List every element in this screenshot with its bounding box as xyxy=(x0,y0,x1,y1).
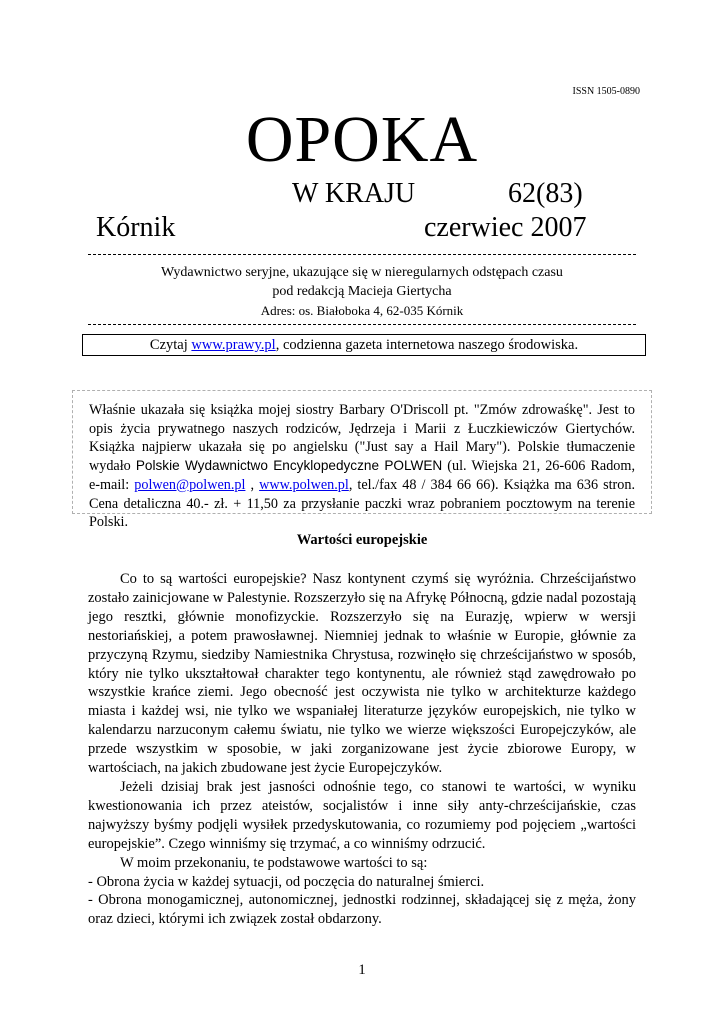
read-prawy-box xyxy=(82,334,646,356)
page-number: 1 xyxy=(358,962,366,978)
article-body xyxy=(88,570,636,929)
article-paragraph-3: W moim przekonaniu, te podstawowe wartości to są: xyxy=(120,854,428,871)
issue-number: 62(83) xyxy=(508,178,583,209)
issn-number: ISSN 1505-0890 xyxy=(572,86,640,97)
publication-city: Kórnik xyxy=(96,212,176,243)
notice-text-3: , xyxy=(245,476,260,493)
masthead-subtitle: W KRAJU xyxy=(292,178,416,209)
imprint-line-1: Wydawnictwo seryjne, ukazujące się w nieregularnych odstępach czasu xyxy=(161,265,563,280)
divider-top xyxy=(88,254,636,255)
imprint-address: Adres: os. Białoboka 4, 62-035 Kórnik xyxy=(260,303,464,318)
readbox-prefix: Czytaj xyxy=(149,337,192,353)
book-announcement xyxy=(72,390,652,531)
polwen-website-link[interactable]: www.polwen.pl xyxy=(259,476,349,493)
publication-date: czerwiec 2007 xyxy=(424,212,587,243)
divider-bottom xyxy=(88,324,636,325)
notice-text-1: Właśnie ukazała się książka mojej siostry Barbary O'Driscoll pt. "Zmów zdrowaśkę". Jest to opis życia prywatnego naszych rodziców, Jędrzeja i Marii z Łuczkiewiczów Giertychów. Książka najpierw ukazała się po angielsku ("Just say a Hail Mary"). Polskie tłumaczenie wydało xyxy=(89,402,635,475)
publisher-name: Polskie Wydawnictwo Encyklopedyczne POLWEN xyxy=(135,458,443,474)
notice-text-2: (ul. Wiejska 21, 26-606 Radom, e-mail: xyxy=(89,458,635,493)
article-paragraph-1: Co to są wartości europejskie? Nasz kontynent czymś się wyróżnia. Chrześcijaństwo zostało zainicjowane w Palestynie. Rozszerzyło się na Afrykę Północną, gdzie nadal pozostają jego resztki, głównie monofizyckie. Rozszerzyło się na Eurazję, wpierw w wersji nestoriańskiej, a potem prawosławnej. Niemniej jednak to właśnie w Europie, głównie za przyczyną Rzymu, siedziby Namiestnika Chrystusa, rozwinęło się chrześcijaństwo w sposób, który nie tylko ukształtował charakter tego kontynentu, ale również stąd zawędrowało po wszystkie krańce ziemi. Jego obecność jest oczywista nie tylko w architekturze każdego miasta i każdej wsi, nie tylko we wspaniałej literaturze języków europejskich, nie tylko w kalendarzu narzuconym całemu światu, nie tylko we wierze większości Europejczyków, ale przede wszystkim w sposobie, w jaki zorganizowane jest życie zbiorowe Europy, w wartościach, na jakich zbudowane jest życie Europejczyków. xyxy=(88,571,636,777)
imprint-line-2: pod redakcją Macieja Giertycha xyxy=(272,284,452,299)
article-paragraph-2: Jeżeli dzisiaj brak jest jasności odnośnie tego, co stanowi te wartości, w wyniku kwestionowania ich przez ateistów, socjalistów i inne siły anty-chrześcijańskie, czas najwyższy byśmy podjęli wysiłek przedyskutowania, co rozumiemy pod pojęciem „wartości europejskie”. Czego winniśmy się trzymać, a co winniśmy odrzucić. xyxy=(88,778,636,852)
readbox-suffix: , codzienna gazeta internetowa naszego środowiska. xyxy=(275,337,579,353)
masthead-title: OPOKA xyxy=(245,103,479,176)
article-list-item-2: - Obrona monogamicznej, autonomicznej, jednostki rodzinnej, składającej się z męża, żony oraz dzieci, którymi ich związek został obdarzony. xyxy=(88,892,636,928)
article-list-item-1: - Obrona życia w każdej sytuacji, od poczęcia do naturalnej śmierci. xyxy=(88,873,485,890)
notice-text-4: , tel./fax 48 / 384 66 66). Książka ma 636 stron. Cena detaliczna 40.- zł. + 11,50 za przysłanie paczki wraz pobraniem pocztowym na terenie Polski. xyxy=(89,476,636,531)
polwen-email-link[interactable]: polwen@polwen.pl xyxy=(134,476,246,493)
prawy-link[interactable]: www.prawy.pl xyxy=(191,337,276,353)
article-heading: Wartości europejskie xyxy=(296,532,428,548)
